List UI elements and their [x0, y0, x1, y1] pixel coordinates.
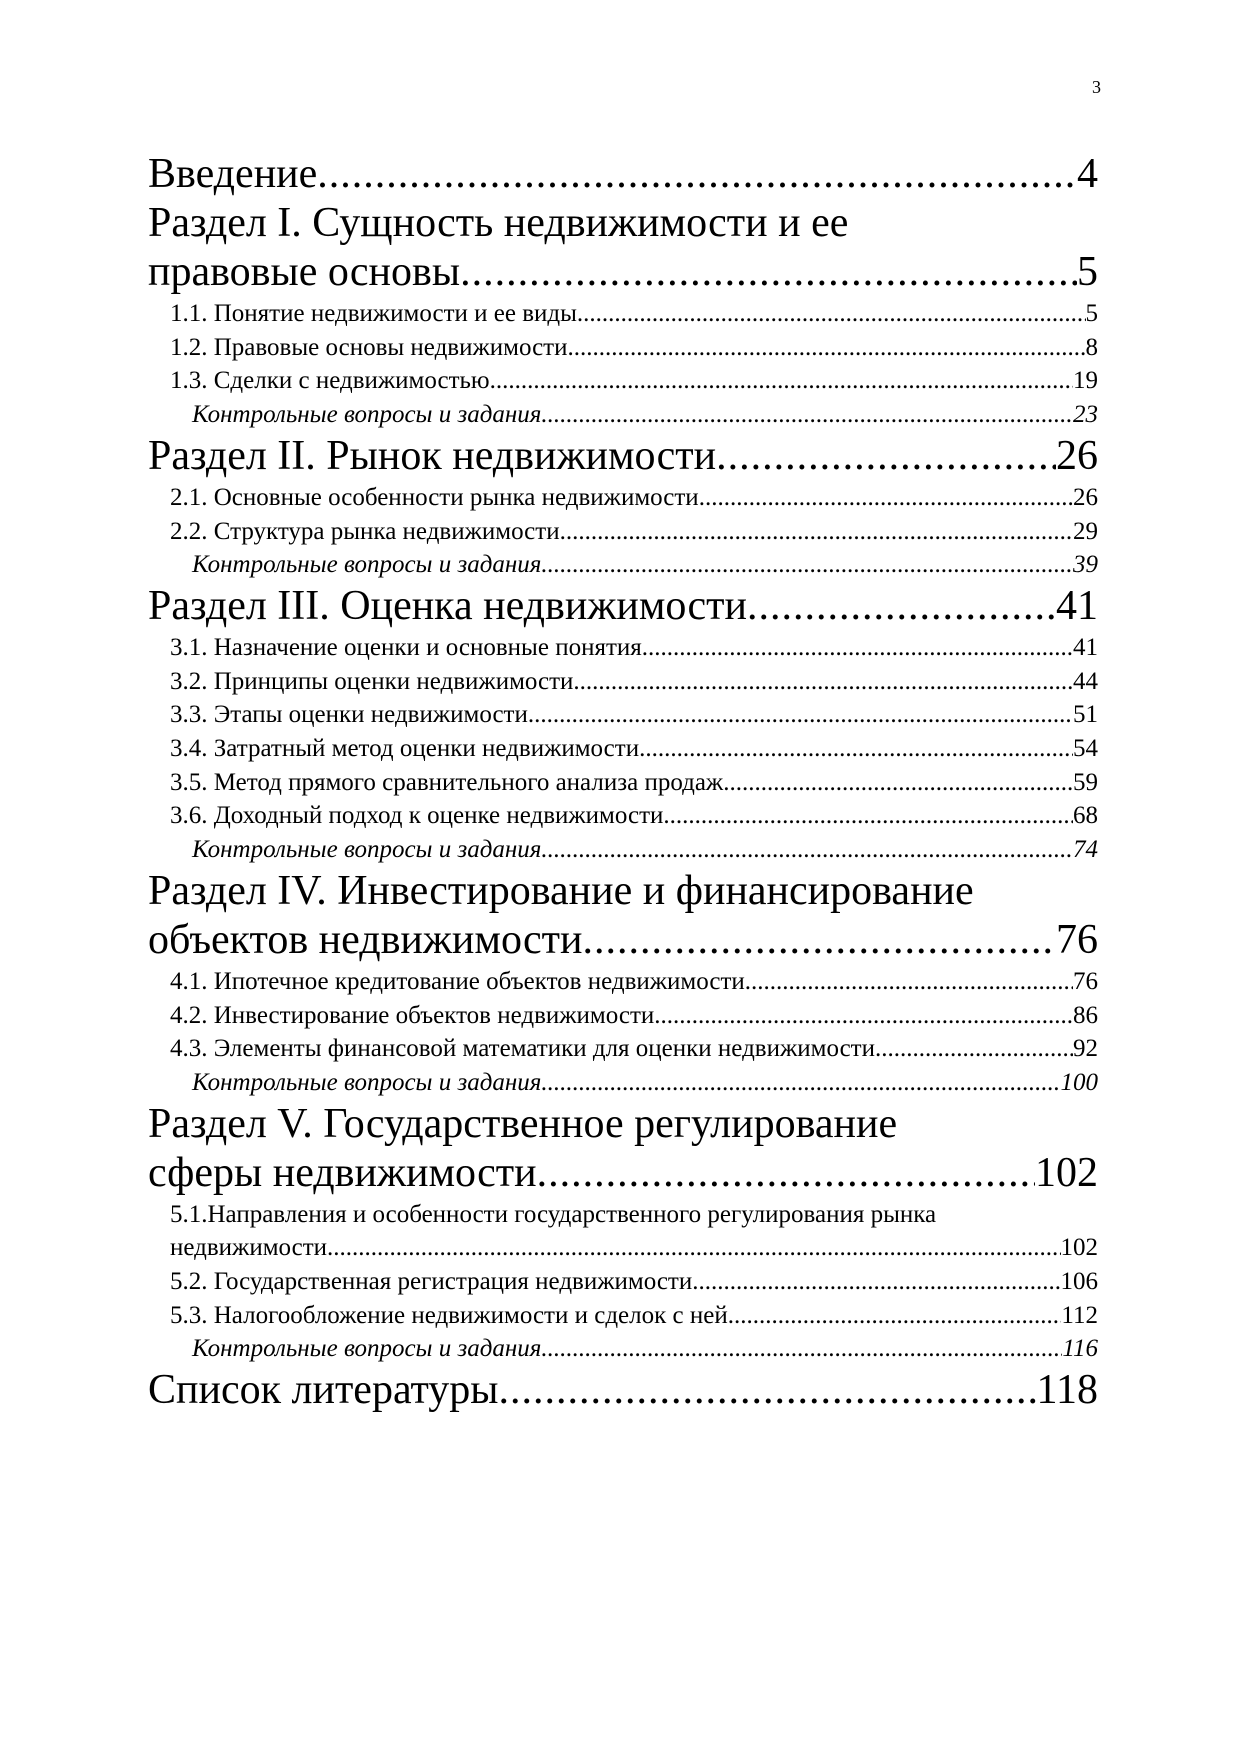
toc-subentry[interactable] — [148, 364, 1098, 398]
toc-entry-page: 19 — [1073, 367, 1098, 395]
toc-section-title-line1[interactable]: Раздел I. Сущность недвижимости и ее — [148, 200, 849, 246]
toc-section-5 — [148, 1100, 1098, 1367]
toc-entry-page: 106 — [1060, 1268, 1098, 1296]
toc-section-2 — [148, 432, 1098, 582]
toc-entry-page: 23 — [1073, 401, 1098, 429]
toc-entry-title: 1.2. Правовые основы недвижимости — [170, 333, 568, 361]
toc-section-3 — [148, 582, 1098, 867]
dot-leader — [729, 766, 1073, 800]
toc-entry-page: 92 — [1073, 1035, 1098, 1063]
dot-leader — [573, 665, 1073, 699]
toc-entry-page: 26 — [1056, 432, 1098, 479]
toc-entry-page: 29 — [1073, 517, 1098, 545]
toc-section-4 — [148, 867, 1098, 1100]
toc-entry-title: 4.2. Инвестирование объектов недвижимости — [170, 1001, 655, 1029]
toc-entry-title: сферы недвижимости — [148, 1149, 537, 1196]
toc-entry-title: объектов недвижимости — [148, 916, 583, 963]
table-of-contents — [148, 150, 1098, 1415]
toc-entry-page: 41 — [1073, 633, 1098, 661]
toc-questions-entry[interactable] — [148, 833, 1098, 867]
toc-subentry[interactable] — [148, 799, 1098, 833]
dot-leader — [745, 965, 1073, 999]
toc-entry-title: Раздел III. Оценка недвижимости — [148, 582, 747, 629]
toc-section-title[interactable] — [148, 582, 1098, 631]
toc-entry-title: Контрольные вопросы и задания — [192, 1335, 542, 1363]
dot-leader — [499, 1366, 1037, 1415]
toc-entry-page: 5 — [1077, 249, 1098, 295]
toc-subentry[interactable] — [148, 1265, 1098, 1299]
toc-subentry[interactable] — [148, 766, 1098, 800]
dot-leader — [528, 698, 1073, 732]
toc-entry-title: 3.1. Назначение оценки и основные понятия — [170, 633, 642, 661]
dot-leader — [747, 582, 1056, 631]
toc-entry-page: 76 — [1073, 967, 1098, 995]
dot-leader — [327, 1231, 1060, 1265]
toc-entry-page: 5 — [1085, 300, 1098, 327]
toc-entry-title: Введение — [148, 151, 318, 197]
toc-entry-page: 76 — [1056, 916, 1098, 963]
toc-entry-page: 51 — [1073, 701, 1098, 729]
dot-leader — [645, 732, 1073, 766]
toc-entry-title: недвижимости — [170, 1234, 328, 1262]
toc-entry-title: Контрольные вопросы и задания — [192, 836, 542, 864]
dot-leader — [577, 297, 1086, 331]
toc-entry-page: 26 — [1073, 483, 1098, 511]
toc-subentry[interactable] — [148, 1299, 1098, 1333]
toc-entry-page: 118 — [1036, 1367, 1098, 1414]
toc-entry-title: 5.3. Налогообложение недвижимости и сделок с ней — [170, 1301, 728, 1329]
toc-subentry[interactable] — [148, 331, 1098, 365]
dot-leader — [541, 398, 1073, 432]
toc-section-title-line2[interactable] — [148, 248, 1098, 297]
dot-leader — [567, 331, 1085, 365]
dot-leader — [490, 364, 1073, 398]
toc-entry-title: 4.3. Элементы финансовой математики для оценки недвижимости — [170, 1035, 875, 1063]
toc-entry-page: 74 — [1073, 836, 1098, 864]
page-number: 3 — [1092, 77, 1101, 97]
toc-entry-references[interactable] — [148, 1366, 1098, 1415]
toc-questions-entry[interactable] — [148, 398, 1098, 432]
toc-entry-page: 116 — [1062, 1335, 1098, 1363]
toc-subentry[interactable] — [148, 965, 1098, 999]
toc-entry-title: 1.1. Понятие недвижимости и ее виды — [170, 300, 577, 327]
toc-subentry[interactable] — [148, 297, 1098, 331]
toc-entry-page: 44 — [1073, 667, 1098, 695]
dot-leader — [654, 999, 1073, 1033]
dot-leader — [728, 1299, 1062, 1333]
toc-entry-title: 4.1. Ипотечное кредитование объектов недвижимости — [170, 967, 745, 995]
dot-leader — [716, 432, 1056, 481]
toc-subentry[interactable] — [148, 481, 1098, 515]
dot-leader — [541, 548, 1073, 582]
toc-entry-page: 39 — [1073, 551, 1098, 579]
dot-leader — [663, 799, 1073, 833]
toc-entry-page: 86 — [1073, 1001, 1098, 1029]
toc-entry-title: 3.5. Метод прямого сравнительного анализа продаж. — [170, 768, 730, 796]
toc-entry-page: 41 — [1056, 582, 1098, 629]
toc-entry-title: Список литературы — [148, 1367, 499, 1414]
toc-entry-title: 5.2. Государственная регистрация недвижимости — [170, 1268, 693, 1296]
toc-entry-title: 2.2. Структура рынка недвижимости — [170, 517, 560, 545]
dot-leader — [699, 481, 1073, 515]
toc-entry-title: Раздел II. Рынок недвижимости — [148, 432, 717, 479]
toc-section-title-line2[interactable] — [148, 916, 1098, 965]
toc-entry-title: 3.4. Затратный метод оценки недвижимости. — [170, 735, 646, 763]
toc-entry-page: 100 — [1060, 1068, 1098, 1096]
dot-leader — [537, 1149, 1035, 1198]
toc-subentry[interactable] — [148, 665, 1098, 699]
toc-entry-page: 59 — [1073, 768, 1098, 796]
toc-entry-page: 68 — [1073, 802, 1098, 830]
dot-leader — [583, 916, 1057, 965]
toc-entry-title: 3.6. Доходный подход к оценке недвижимости — [170, 802, 664, 830]
toc-subentry[interactable] — [148, 631, 1098, 665]
toc-entry-title: 1.3. Сделки с недвижимостью — [170, 367, 490, 395]
dot-leader — [460, 248, 1077, 297]
toc-subentry[interactable] — [148, 999, 1098, 1033]
dot-leader — [875, 1032, 1073, 1066]
toc-subentry-line1[interactable]: 5.1.Направления и особенности государственного регулирования рынка — [170, 1200, 937, 1228]
dot-leader — [317, 150, 1077, 199]
toc-entry-page: 112 — [1061, 1301, 1098, 1329]
toc-section-title-line1[interactable]: Раздел V. Государственное регулирование — [148, 1100, 898, 1147]
dot-leader — [642, 631, 1073, 665]
dot-leader — [560, 515, 1073, 549]
toc-entry-page: 4 — [1077, 151, 1098, 197]
toc-section-1 — [148, 199, 1098, 432]
toc-entry-title: Контрольные вопросы и задания — [192, 1068, 542, 1096]
toc-entry-page: 8 — [1085, 333, 1098, 361]
toc-entry-title: 3.2. Принципы оценки недвижимости — [170, 667, 574, 695]
toc-entry-title: правовые основы — [148, 249, 461, 295]
toc-section-title-line1[interactable]: Раздел IV. Инвестирование и финансирование — [148, 867, 974, 914]
toc-section-title-line2[interactable] — [148, 1149, 1098, 1198]
toc-entry-title: 3.3. Этапы оценки недвижимости — [170, 701, 528, 729]
dot-leader — [692, 1265, 1060, 1299]
dot-leader — [541, 833, 1073, 867]
toc-subentry[interactable] — [148, 1032, 1098, 1066]
toc-subentry[interactable] — [148, 515, 1098, 549]
toc-questions-entry[interactable] — [148, 548, 1098, 582]
toc-entry-title: 2.1. Основные особенности рынка недвижимости — [170, 483, 699, 511]
toc-entry-title: Контрольные вопросы и задания — [192, 551, 542, 579]
toc-entry-page: 54 — [1073, 735, 1098, 763]
toc-subentry-line2[interactable] — [148, 1231, 1098, 1265]
dot-leader — [541, 1066, 1060, 1100]
toc-questions-entry[interactable] — [148, 1066, 1098, 1100]
toc-entry-title: Контрольные вопросы и задания — [192, 401, 542, 429]
toc-section-title[interactable] — [148, 432, 1098, 481]
toc-subentry[interactable] — [148, 698, 1098, 732]
toc-subentry[interactable] — [148, 732, 1098, 766]
dot-leader — [541, 1332, 1062, 1366]
toc-entry-page: 102 — [1035, 1149, 1098, 1196]
toc-entry-page: 102 — [1060, 1234, 1098, 1262]
toc-entry-intro[interactable] — [148, 150, 1098, 199]
toc-questions-entry[interactable] — [148, 1332, 1098, 1366]
